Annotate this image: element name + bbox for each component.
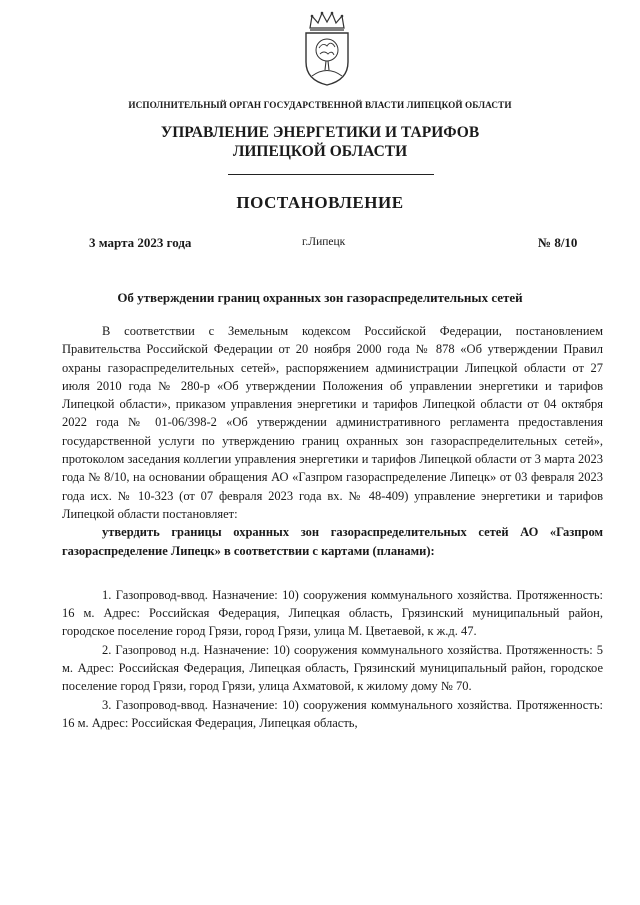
resolution-paragraph: утвердить границы охранных зон газораспределительных сетей АО «Газпром газораспределение Липецк» в соответствии с картами (планами): <box>62 525 603 558</box>
document-city: г.Липецк <box>302 236 346 248</box>
issuing-authority-line: ИСПОЛНИТЕЛЬНЫЙ ОРГАН ГОСУДАРСТВЕННОЙ ВЛАСТИ ЛИПЕЦКОЙ ОБЛАСТИ <box>128 100 512 110</box>
lipetsk-coat-of-arms-icon <box>298 10 356 86</box>
document-body <box>62 322 603 732</box>
list-item: 3. Газопровод-ввод. Назначение: 10) сооружения коммунального хозяйства. Протяженность: 16 м. Адрес: Российская Федерация, Липецкая область, <box>62 697 603 730</box>
department-title <box>0 123 640 161</box>
preamble-paragraph: В соответствии с Земельным кодексом Российской Федерации, постановлением Правительства Российской Федерации от 20 ноября 2000 года № 878 «Об утверждении Правил охраны газораспределительных сетей», распоряжением администрации Липецкой области от 27 июля 2010 года № 280-р «Об утверждении Положения об управлении энергетики и тарифов Липецкой области», приказом управления энергетики и тарифов Липецкой области от 04 октября 2022 года № 01-06/398-2 «Об утверждении административного регламента предоставления государственной услуги по утверждению границ охранных зон газораспределительных сетей», протоколом заседания коллегии управления энергетики и тарифов Липецкой области от 3 марта 2023 года № 8/10, на основании обращения АО «Газпром газораспределение Липецк» от 03 февраля 2023 года исх. № 10-323 (от 07 февраля 2023 года вх. № 48-409) управление энергетики и тарифов Липецкой области постановляет: <box>62 324 603 521</box>
document-subject: Об утверждении границ охранных зон газораспределительных сетей <box>117 290 523 305</box>
document-date: 3 марта 2023 года <box>89 235 192 250</box>
department-title-line2: ЛИПЕЦКОЙ ОБЛАСТИ <box>232 143 408 160</box>
list-item: 1. Газопровод-ввод. Назначение: 10) сооружения коммунального хозяйства. Протяженность: 16 м. Адрес: Российская Федерация, Липецкая область, Грязинский муниципальный район, городское поселение город Грязи, город Грязи, улица М. Цветаевой, к ж.д. 47. <box>62 587 603 639</box>
document-number: № 8/10 <box>538 235 578 250</box>
department-title-line1: УПРАВЛЕНИЕ ЭНЕРГЕТИКИ И ТАРИФОВ <box>160 124 480 141</box>
header-divider <box>228 174 434 175</box>
document-type: ПОСТАНОВЛЕНИЕ <box>236 193 404 212</box>
list-item: 2. Газопровод н.д. Назначение: 10) сооружения коммунального хозяйства. Протяженность: 5 м. Адрес: Российская Федерация, Липецкая область, Грязинский муниципальный район, городское поселение город Грязи, город Грязи, улица Ахматовой, к жилому дому № 70. <box>62 642 603 694</box>
spacer <box>62 560 603 586</box>
